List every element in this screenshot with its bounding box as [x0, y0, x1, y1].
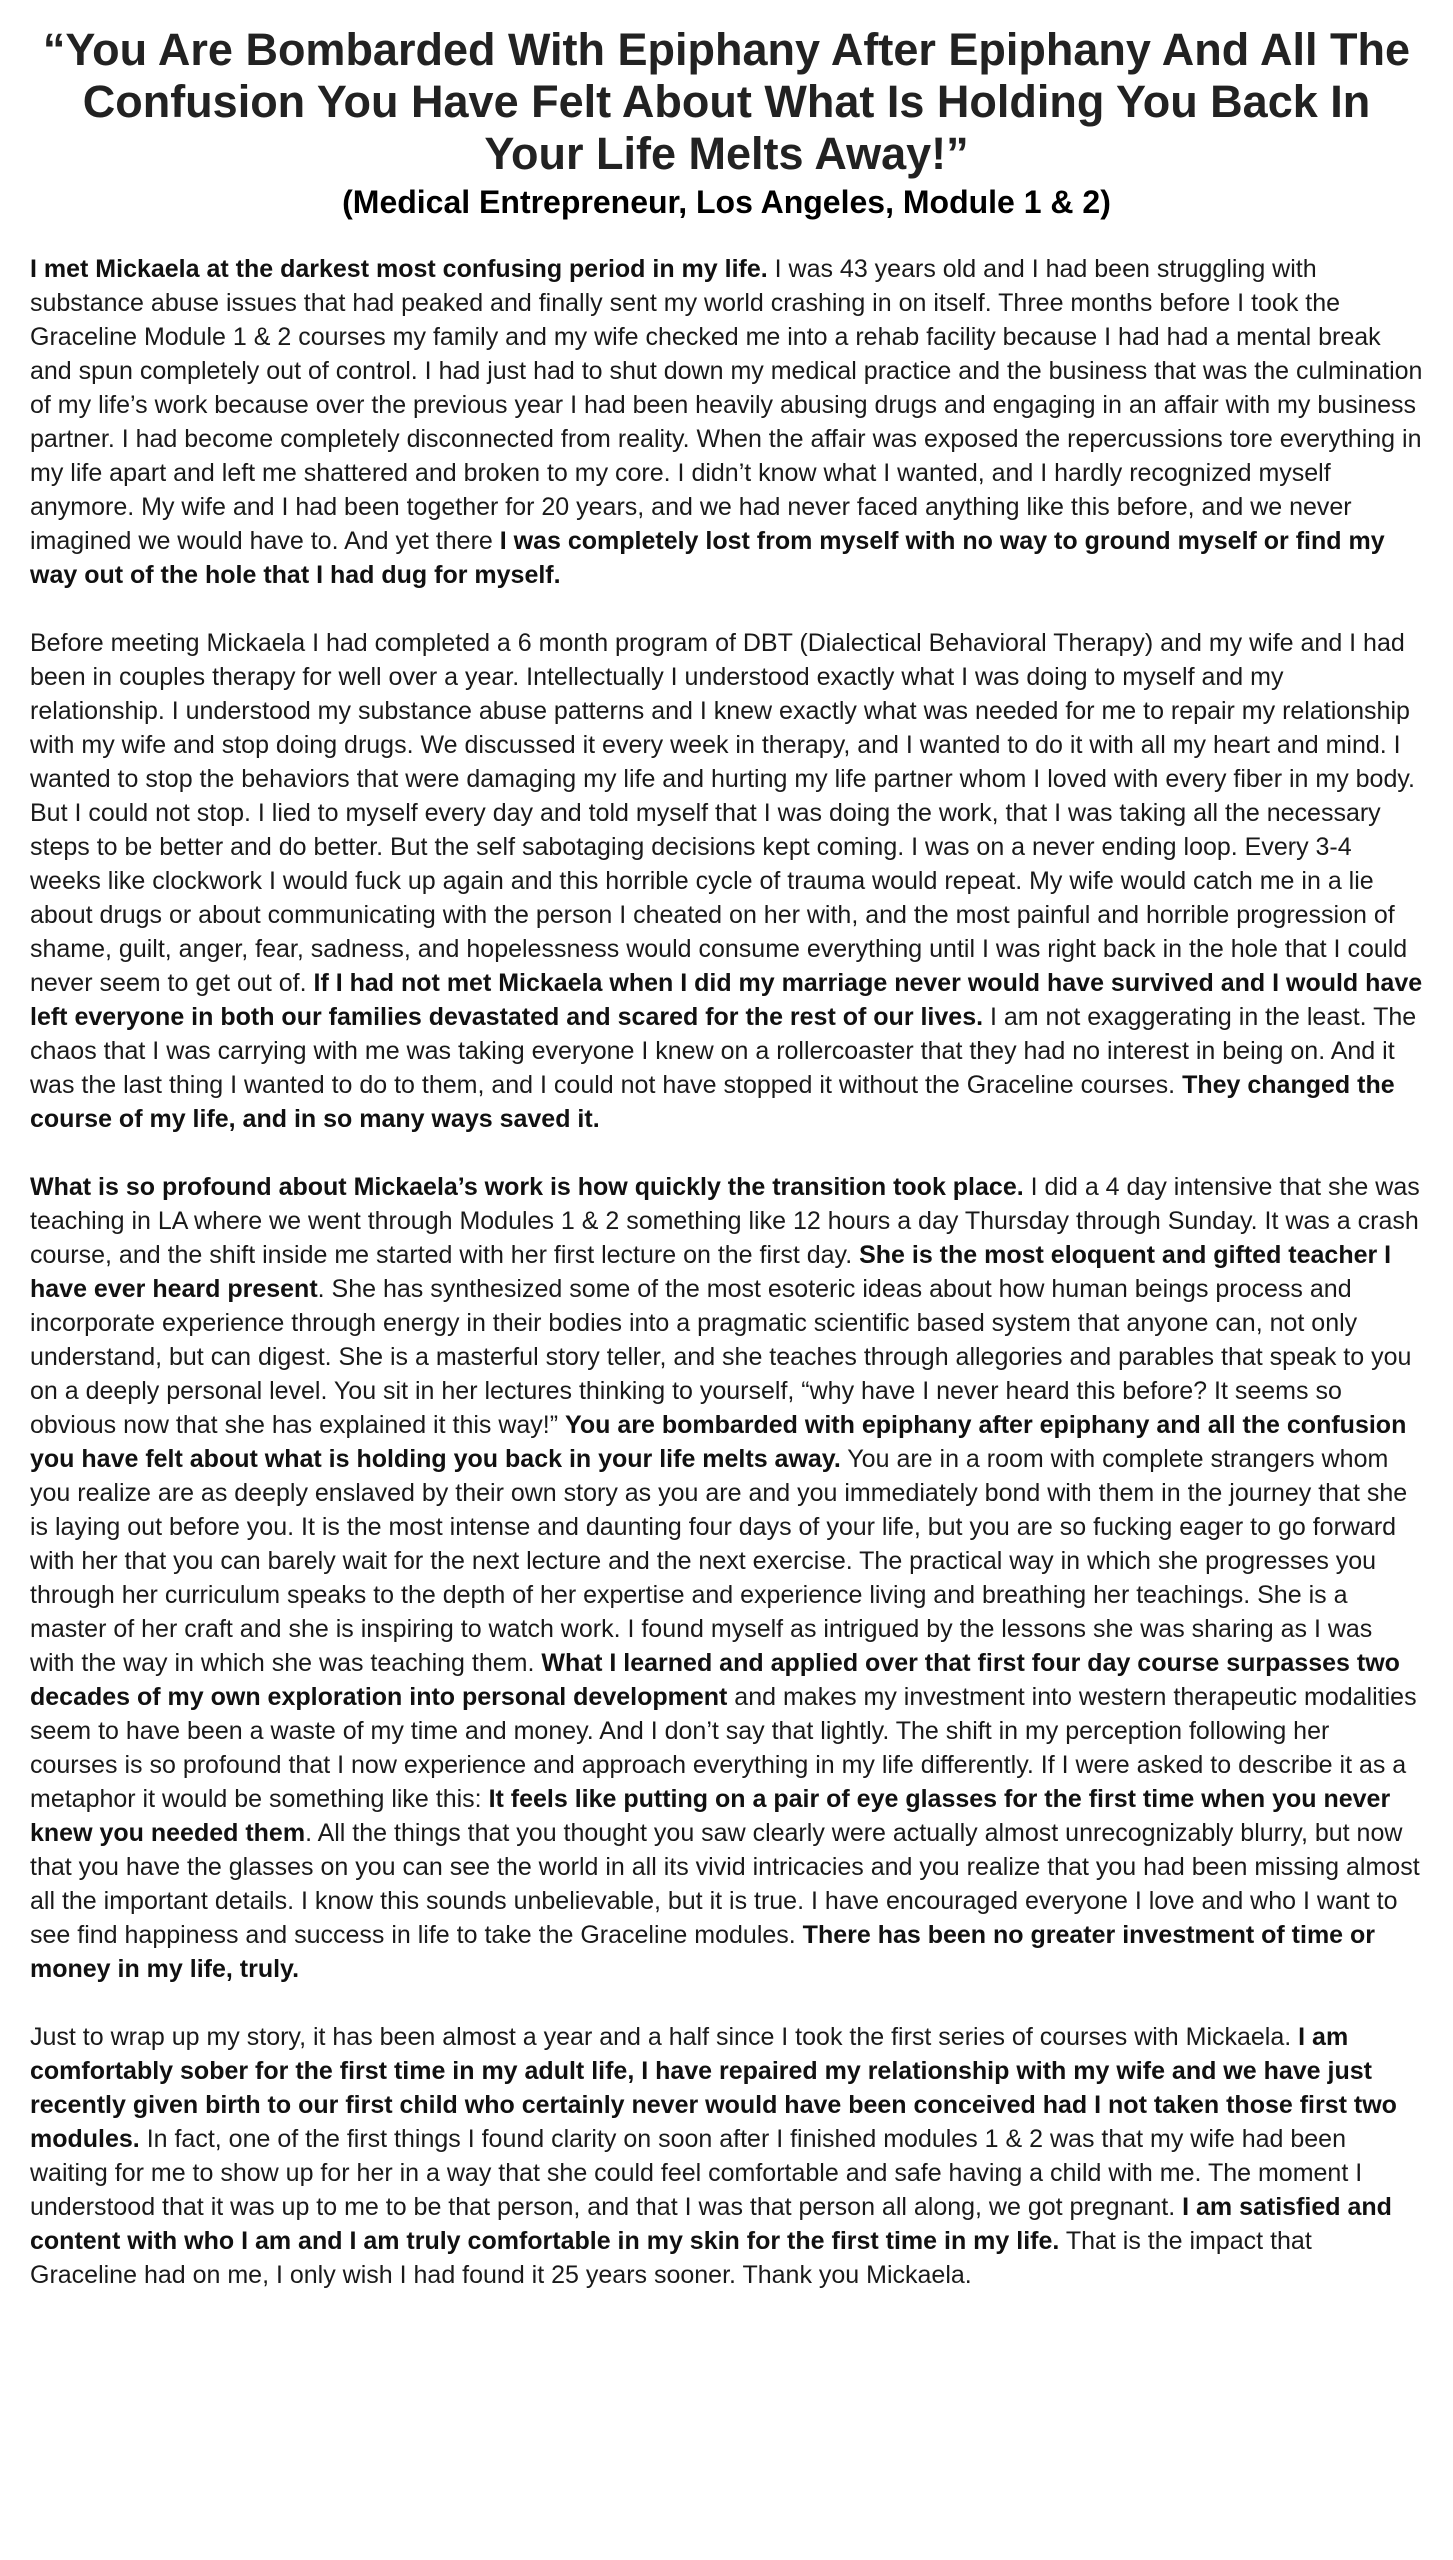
- emphasized-text: They changed the course of my life, and in so many ways saved it.: [30, 1071, 1395, 1133]
- testimonial-paragraph: [30, 1170, 1423, 1986]
- emphasized-text: You are bombarded with epiphany after epiphany and all the confusion you have felt about what is holding you back in your life melts away.: [30, 1411, 1407, 1473]
- paragraph-text: I am not exaggerating in the least. The chaos that I was carrying with me was taking everyone I knew on a rollercoaster that they had no interest in being on. And it was the last thing I wanted to do to them, and I could not have stopped it without the Graceline courses.: [30, 1003, 1417, 1099]
- testimonial-headline: “You Are Bombarded With Epiphany After Epiphany And All The Confusion You Have Felt About What Is Holding You Back In Your Life Melts Away!”: [42, 24, 1411, 179]
- paragraph-text: I was 43 years old and I had been struggling with substance abuse issues that had peaked and finally sent my world crashing in on itself. Three months before I took the Graceline Module 1 & 2 courses my family and my wife checked me into a rehab facility because I had had a mental break and spun completely out of control. I had just had to shut down my medical practice and the business that was the culmination of my life’s work because over the previous year I had been heavily abusing drugs and engaging in an affair with my business partner. I had become completely disconnected from reality. When the affair was exposed the repercussions tore everything in my life apart and left me shattered and broken to my core. I didn’t know what I wanted, and I hardly recognized myself anymore. My wife and I had been together for 20 years, and we had never faced anything like this before, and we never imagined we would have to. And yet there: [30, 255, 1423, 555]
- paragraph-text: That is the impact that Graceline had on me, I only wish I had found it 25 years sooner. Thank you Mickaela.: [30, 2227, 1312, 2289]
- emphasized-text: There has been no greater investment of time or money in my life, truly.: [30, 1921, 1376, 1983]
- emphasized-text: She is the most eloquent and gifted teacher I have ever heard present: [30, 1241, 1392, 1303]
- emphasized-text: If I had not met Mickaela when I did my marriage never would have survived and I would have left everyone in both our families devastated and scared for the rest of our lives.: [30, 969, 1423, 1031]
- paragraph-text: I did a 4 day intensive that she was teaching in LA where we went through Modules 1 & 2 something like 12 hours a day Thursday through Sunday. It was a crash course, and the shift inside me started with her first lecture on the first day.: [30, 1173, 1420, 1269]
- paragraph-text: Before meeting Mickaela I had completed a 6 month program of DBT (Dialectical Behavioral Therapy) and my wife and I had been in couples therapy for well over a year. Intellectually I understood exactly what I was doing to myself and my relationship. I understood my substance abuse patterns and I knew exactly what was needed for me to repair my relationship with my wife and stop doing drugs. We discussed it every week in therapy, and I wanted to do it with all my heart and mind. I wanted to stop the behaviors that were damaging my life and hurting my life partner whom I loved with every fiber in my body. But I could not stop. I lied to myself every day and told myself that I was doing the work, that I was taking all the necessary steps to be better and do better. But the self sabotaging decisions kept coming. I was on a never ending loop. Every 3-4 weeks like clockwork I would fuck up again and this horrible cycle of trauma would repeat. My wife would catch me in a lie about drugs or about communicating with the person I cheated on her with, and the most painful and horrible progression of shame, guilt, anger, fear, sadness, and hopelessness would consume everything until I was right back in the hole that I could never seem to get out of.: [30, 629, 1415, 997]
- paragraph-text: . All the things that you thought you saw clearly were actually almost unrecognizably blurry, but now that you have the glasses on you can see the world in all its vivid intricacies and you realize that you had been missing almost all the important details. I know this sounds unbelievable, but it is true. I have encouraged everyone I love and who I want to see find happiness and success in life to take the Graceline modules.: [30, 1819, 1420, 1949]
- paragraph-text: . She has synthesized some of the most esoteric ideas about how human beings process and incorporate experience through energy in their bodies into a pragmatic scientific based system that anyone can, not only understand, but can digest. She is a masterful story teller, and she teaches through allegories and parables that speak to you on a deeply personal level. You sit in her lectures thinking to yourself, “why have I never heard this before? It seems so obvious now that she has explained it this way!”: [30, 1275, 1412, 1439]
- testimonial-paragraph: [30, 626, 1423, 1136]
- emphasized-text: I am comfortably sober for the first time in my adult life, I have repaired my relationship with my wife and we have just recently given birth to our first child who certainly never would have been conceived had I not taken those first two modules.: [30, 2023, 1397, 2153]
- testimonial-paragraph: [30, 252, 1423, 592]
- testimonial-attribution: (Medical Entrepreneur, Los Angeles, Module 1 & 2): [342, 184, 1111, 220]
- testimonial-body: [30, 252, 1423, 2292]
- emphasized-text: It feels like putting on a pair of eye glasses for the first time when you never knew you needed them: [30, 1785, 1391, 1847]
- emphasized-text: What is so profound about Mickaela’s work is how quickly the transition took place.: [30, 1173, 1024, 1201]
- emphasized-text: What I learned and applied over that first four day course surpasses two decades of my own exploration into personal development: [30, 1649, 1400, 1711]
- paragraph-text: and makes my investment into western therapeutic modalities seem to have been a waste of my time and money. And I don’t say that lightly. The shift in my perception following her courses is so profound that I now experience and approach everything in my life differently. If I were asked to describe it as a metaphor it would be something like this:: [30, 1683, 1417, 1813]
- paragraph-text: In fact, one of the first things I found clarity on soon after I finished modules 1 & 2 was that my wife had been waiting for me to show up for her in a way that she could feel comfortable and safe having a child with me. The moment I understood that it was up to me to be that person, and that I was that person all along, we got pregnant.: [30, 2125, 1363, 2221]
- testimonial-paragraph: [30, 2020, 1423, 2292]
- emphasized-text: I met Mickaela at the darkest most confusing period in my life.: [30, 255, 768, 283]
- paragraph-text: Just to wrap up my story, it has been almost a year and a half since I took the first series of courses with Mickaela.: [30, 2023, 1299, 2051]
- emphasized-text: I am satisfied and content with who I am and I am truly comfortable in my skin for the first time in my life.: [30, 2193, 1392, 2255]
- emphasized-text: I was completely lost from myself with no way to ground myself or find my way out of the hole that I had dug for myself.: [30, 527, 1385, 589]
- paragraph-text: You are in a room with complete strangers whom you realize are as deeply enslaved by their own story as you are and you immediately bond with them in the journey that she is laying out before you. It is the most intense and daunting four days of your life, but you are so fucking eager to go forward with her that you can barely wait for the next lecture and the next exercise. The practical way in which she progresses you through her curriculum speaks to the depth of her expertise and experience living and breathing her teachings. She is a master of her craft and she is inspiring to watch work. I found myself as intrigued by the lessons she was sharing as I was with the way in which she was teaching them.: [30, 1445, 1408, 1677]
